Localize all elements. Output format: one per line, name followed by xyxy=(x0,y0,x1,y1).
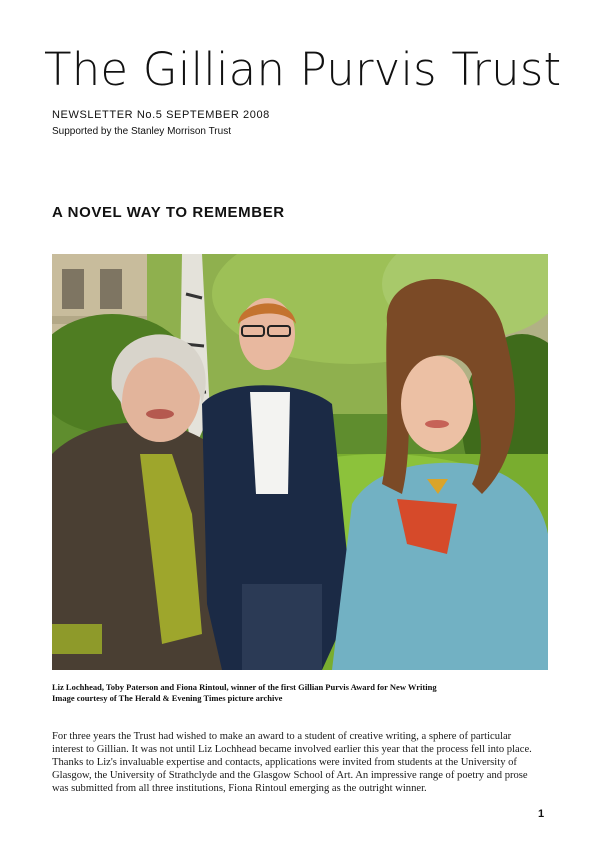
body-line: Glasgow, the University of Strathclyde and the Glasgow School of Art. An impressive range of poetry and prose xyxy=(52,770,528,781)
issue-line: NEWSLETTER No.5 SEPTEMBER 2008 xyxy=(52,109,270,121)
body-line: For three years the Trust had wished to make an award to a student of creative writing, a sphere of particular xyxy=(52,731,512,742)
body-line: Thanks to Liz's invaluable expertise and contacts, applications were invited from students at the University of xyxy=(52,757,517,768)
body-line: interest to Gillian. It was not until Liz Lochhead became involved earlier this year that the process fell into place. xyxy=(52,744,532,755)
caption-names: Liz Lochhead, Toby Paterson and Fiona Rintoul, winner of the first Gillian Purvis Award for New Writing xyxy=(52,682,437,692)
photo-caption xyxy=(52,682,552,704)
page-number: 1 xyxy=(538,808,545,820)
article-body xyxy=(52,730,552,795)
caption-credit: Image courtesy of The Herald & Evening Times picture archive xyxy=(52,693,283,703)
newsletter-title: The Gillian Purvis Trust xyxy=(44,43,562,96)
article-photo xyxy=(52,254,548,670)
article-headline: A NOVEL WAY TO REMEMBER xyxy=(52,204,285,221)
supported-by-line: Supported by the Stanley Morrison Trust xyxy=(52,126,231,137)
body-line: was submitted from all three institutions, Fiona Rintoul emerging as the outright winner. xyxy=(52,783,427,794)
